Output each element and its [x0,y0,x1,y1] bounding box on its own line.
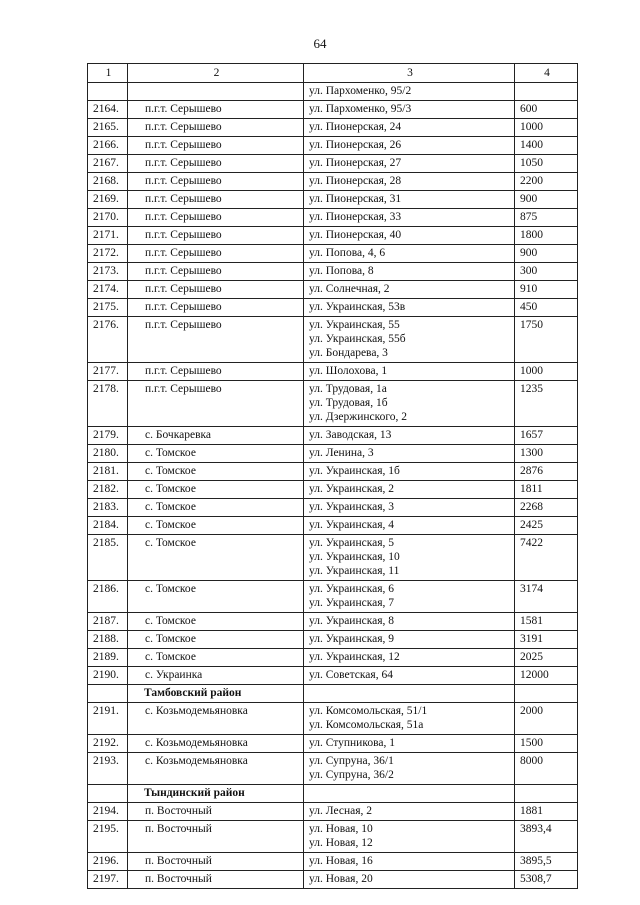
table-row [88,381,578,427]
address-line: ул. Украинская, 2 [309,483,395,495]
address-line: ул. Новая, 16 [309,855,373,867]
address-cell [304,83,515,101]
table-row [88,363,578,381]
locality-cell [128,535,304,581]
address-line: ул. Пионерская, 40 [309,229,402,241]
value-cell: 2025 [515,649,578,667]
row-number-cell: 2165. [88,119,128,137]
value-cell: 910 [515,281,578,299]
row-number-cell: 2187. [88,613,128,631]
row-number-cell [88,83,128,101]
table-row [88,227,578,245]
address-line: ул. Пионерская, 31 [309,193,402,205]
locality-cell [128,753,304,785]
address-line: ул. Ступникова, 1 [309,737,395,749]
address-cell [304,753,515,785]
locality-name: п.г.т. Серышево [145,383,222,395]
value-cell: 3191 [515,631,578,649]
address-cell [304,119,515,137]
value-cell: 1800 [515,227,578,245]
locality-cell [128,803,304,821]
row-number-cell: 2171. [88,227,128,245]
value-cell: 2425 [515,517,578,535]
table-row [88,101,578,119]
table-row [88,631,578,649]
locality-name: с. Томское [145,615,196,627]
locality-name: п.г.т. Серышево [145,319,222,331]
value-cell: 300 [515,263,578,281]
locality-cell [128,735,304,753]
address-line: ул. Новая, 20 [309,873,373,885]
address-line: ул. Украинская, 8 [309,615,395,627]
address-cell [304,299,515,317]
locality-cell [128,703,304,735]
value-cell: 1400 [515,137,578,155]
value-cell: 1000 [515,119,578,137]
address-cell [304,245,515,263]
address-cell [304,381,515,427]
address-line: ул. Пионерская, 24 [309,121,402,133]
table-row [88,137,578,155]
district-empty-cell [88,685,128,703]
locality-cell [128,227,304,245]
address-cell [304,209,515,227]
row-number-cell: 2190. [88,667,128,685]
address-cell [304,499,515,517]
address-line: ул. Украинская, 11 [309,565,400,577]
value-cell: 1235 [515,381,578,427]
locality-name: п. Восточный [145,823,212,835]
value-cell: 2876 [515,463,578,481]
table-row [88,281,578,299]
value-cell: 3893,4 [515,821,578,853]
address-line: ул. Комсомольская, 51/1 [309,705,428,717]
locality-name: с. Бочкаревка [145,429,212,441]
address-cell [304,363,515,381]
locality-name: с. Томское [145,501,196,513]
row-number-cell: 2196. [88,853,128,871]
locality-cell [128,281,304,299]
locality-cell [128,871,304,889]
address-line: ул. Трудовая, 1б [309,397,388,409]
address-line: ул. Советская, 64 [309,669,393,681]
table-row [88,317,578,363]
row-number-cell: 2177. [88,363,128,381]
address-line: ул. Пархоменко, 95/2 [309,85,412,97]
locality-name: п.г.т. Серышево [145,193,222,205]
locality-cell [128,119,304,137]
row-number-cell: 2172. [88,245,128,263]
value-cell: 2200 [515,173,578,191]
table-row [88,613,578,631]
locality-cell [128,853,304,871]
row-number-cell: 2174. [88,281,128,299]
row-number-cell: 2191. [88,703,128,735]
value-cell: 450 [515,299,578,317]
locality-cell [128,381,304,427]
locality-name: с. Украинка [145,669,203,681]
row-number-cell: 2192. [88,735,128,753]
address-cell [304,281,515,299]
locality-cell [128,631,304,649]
district-empty-cell [304,685,515,703]
address-cell [304,463,515,481]
locality-cell [128,101,304,119]
table-row [88,753,578,785]
row-number-cell: 2164. [88,101,128,119]
address-line: ул. Украинская, 1б [309,465,400,477]
locality-cell [128,667,304,685]
locality-name: п.г.т. Серышево [145,211,222,223]
table-row [88,499,578,517]
address-line: ул. Новая, 12 [309,837,373,849]
locality-name: с. Томское [145,537,196,549]
address-cell [304,427,515,445]
locality-name: п.г.т. Серышево [145,157,222,169]
locality-name: с. Козьмодемьяновка [145,755,248,767]
address-cell [304,227,515,245]
table-row [88,155,578,173]
locality-cell [128,821,304,853]
address-line: ул. Украинская, 12 [309,651,400,663]
address-line: ул. Новая, 10 [309,823,373,835]
address-cell [304,481,515,499]
address-line: ул. Украинская, 6 [309,583,395,595]
table-row [88,119,578,137]
address-cell [304,137,515,155]
table-row [88,581,578,613]
address-line: ул. Украинская, 53в [309,301,406,313]
table-row [88,83,578,101]
locality-name: п.г.т. Серышево [145,301,222,313]
locality-cell [128,245,304,263]
row-number-cell: 2193. [88,753,128,785]
address-line: ул. Украинская, 7 [309,597,395,609]
value-cell: 1581 [515,613,578,631]
registry-table-body [88,64,578,889]
locality-cell [128,499,304,517]
value-cell: 2268 [515,499,578,517]
value-cell: 1811 [515,481,578,499]
row-number-cell: 2180. [88,445,128,463]
district-empty-cell [88,785,128,803]
row-number-cell: 2186. [88,581,128,613]
address-cell [304,871,515,889]
address-line: ул. Пархоменко, 95/3 [309,103,412,115]
locality-cell [128,445,304,463]
address-line: ул. Украинская, 10 [309,551,400,563]
row-number-cell: 2179. [88,427,128,445]
locality-name: п.г.т. Серышево [145,175,222,187]
locality-name: с. Томское [145,633,196,645]
row-number-cell: 2194. [88,803,128,821]
row-number-cell: 2176. [88,317,128,363]
locality-name: п.г.т. Серышево [145,265,222,277]
district-empty-cell [515,685,578,703]
address-line: ул. Лесная, 2 [309,805,372,817]
row-number-cell: 2185. [88,535,128,581]
locality-cell [128,581,304,613]
address-cell [304,703,515,735]
row-number-cell: 2167. [88,155,128,173]
locality-cell [128,209,304,227]
locality-name: с. Козьмодемьяновка [145,737,248,749]
value-cell: 900 [515,245,578,263]
table-row [88,517,578,535]
row-number-cell: 2189. [88,649,128,667]
address-cell [304,821,515,853]
value-cell: 900 [515,191,578,209]
row-number-cell: 2170. [88,209,128,227]
locality-cell [128,299,304,317]
value-cell: 5308,7 [515,871,578,889]
column-header-2: 2 [128,64,304,83]
row-number-cell: 2169. [88,191,128,209]
address-line: ул. Трудовая, 1а [309,383,387,395]
address-line: ул. Супруна, 36/1 [309,755,394,767]
table-row [88,427,578,445]
table-row [88,871,578,889]
value-cell: 600 [515,101,578,119]
table-row [88,853,578,871]
table-row [88,703,578,735]
row-number-cell: 2181. [88,463,128,481]
district-row [88,685,578,703]
table-row [88,191,578,209]
address-line: ул. Комсомольская, 51а [309,719,424,731]
row-number-cell: 2188. [88,631,128,649]
row-number-cell: 2178. [88,381,128,427]
address-line: ул. Бондарева, 3 [309,347,388,359]
table-row [88,463,578,481]
table-row [88,263,578,281]
table-row [88,245,578,263]
locality-cell [128,317,304,363]
locality-cell [128,427,304,445]
row-number-cell: 2182. [88,481,128,499]
address-cell [304,613,515,631]
locality-name: п. Восточный [145,805,212,817]
value-cell: 3895,5 [515,853,578,871]
address-cell [304,191,515,209]
locality-name: п.г.т. Серышево [145,121,222,133]
locality-cell [128,517,304,535]
locality-cell [128,263,304,281]
value-cell: 3174 [515,581,578,613]
table-row [88,209,578,227]
locality-name: с. Козьмодемьяновка [145,705,248,717]
table-row [88,299,578,317]
district-name: Тындинский район [128,785,304,803]
table-row [88,173,578,191]
address-line: ул. Супруна, 36/2 [309,769,394,781]
value-cell: 1500 [515,735,578,753]
locality-name: п. Восточный [145,873,212,885]
address-cell [304,735,515,753]
locality-cell [128,191,304,209]
table-row [88,649,578,667]
locality-name: п.г.т. Серышево [145,247,222,259]
locality-cell [128,481,304,499]
column-header-4: 4 [515,64,578,83]
locality-cell [128,649,304,667]
table-row [88,803,578,821]
row-number-cell: 2168. [88,173,128,191]
table-row [88,481,578,499]
address-line: ул. Пионерская, 28 [309,175,402,187]
row-number-cell: 2183. [88,499,128,517]
district-name: Тамбовский район [128,685,304,703]
locality-name: с. Томское [145,651,196,663]
locality-name: п.г.т. Серышево [145,103,222,115]
address-line: ул. Украинская, 5 [309,537,395,549]
row-number-cell: 2175. [88,299,128,317]
value-cell: 8000 [515,753,578,785]
address-cell [304,445,515,463]
address-cell [304,535,515,581]
value-cell: 7422 [515,535,578,581]
address-line: ул. Украинская, 4 [309,519,395,531]
table-row [88,821,578,853]
value-cell: 1300 [515,445,578,463]
locality-cell [128,173,304,191]
locality-name: с. Томское [145,583,196,595]
address-cell [304,155,515,173]
locality-name: с. Томское [145,447,196,459]
address-line: ул. Шолохова, 1 [309,365,388,377]
district-empty-cell [304,785,515,803]
table-row [88,667,578,685]
address-line: ул. Украинская, 55б [309,333,406,345]
column-header-3: 3 [304,64,515,83]
address-line: ул. Пионерская, 33 [309,211,402,223]
locality-cell [128,463,304,481]
address-cell [304,263,515,281]
row-number-cell: 2195. [88,821,128,853]
value-cell: 1657 [515,427,578,445]
value-cell: 1000 [515,363,578,381]
value-cell: 1881 [515,803,578,821]
value-cell: 12000 [515,667,578,685]
address-line: ул. Украинская, 9 [309,633,395,645]
locality-name: с. Томское [145,465,196,477]
address-line: ул. Попова, 8 [309,265,374,277]
locality-cell [128,137,304,155]
address-line: ул. Солнечная, 2 [309,283,390,295]
locality-name: с. Томское [145,483,196,495]
address-line: ул. Ленина, 3 [309,447,374,459]
row-number-cell: 2166. [88,137,128,155]
address-line: ул. Заводская, 13 [309,429,392,441]
address-cell [304,853,515,871]
value-cell: 1750 [515,317,578,363]
row-number-cell: 2173. [88,263,128,281]
locality-name: п. Восточный [145,855,212,867]
locality-name: п.г.т. Серышево [145,365,222,377]
address-cell [304,101,515,119]
address-line: ул. Украинская, 3 [309,501,395,513]
locality-cell [128,83,304,101]
locality-name: п.г.т. Серышево [145,229,222,241]
address-cell [304,581,515,613]
address-cell [304,803,515,821]
address-cell [304,667,515,685]
district-empty-cell [515,785,578,803]
address-line: ул. Попова, 4, 6 [309,247,386,259]
locality-name: с. Томское [145,519,196,531]
page-number: 64 [313,36,327,51]
address-line: ул. Пионерская, 27 [309,157,402,169]
locality-name: п.г.т. Серышево [145,283,222,295]
value-cell: 875 [515,209,578,227]
table-row [88,735,578,753]
value-cell [515,83,578,101]
locality-name: п.г.т. Серышево [145,139,222,151]
table-row [88,445,578,463]
address-cell [304,173,515,191]
address-cell [304,517,515,535]
address-line: ул. Пионерская, 26 [309,139,402,151]
column-header-1: 1 [88,64,128,83]
locality-cell [128,613,304,631]
table-row [88,535,578,581]
row-number-cell: 2184. [88,517,128,535]
row-number-cell: 2197. [88,871,128,889]
address-line: ул. Украинская, 55 [309,319,400,331]
address-line: ул. Дзержинского, 2 [309,411,408,423]
locality-cell [128,155,304,173]
table-header-row [88,64,578,83]
locality-cell [128,363,304,381]
value-cell: 1050 [515,155,578,173]
address-cell [304,631,515,649]
value-cell: 2000 [515,703,578,735]
address-cell [304,649,515,667]
address-cell [304,317,515,363]
registry-table [87,63,578,889]
district-row [88,785,578,803]
